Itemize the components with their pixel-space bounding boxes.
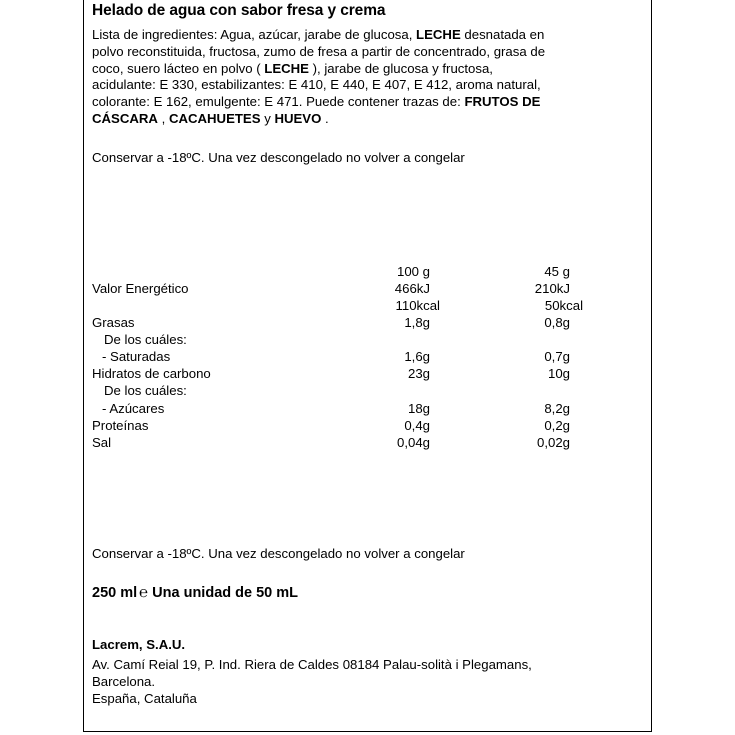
nutrient-label: Proteínas bbox=[92, 418, 149, 433]
nutrient-label: - Saturadas bbox=[102, 349, 171, 364]
nutrient-value-portion: 0,02g bbox=[536, 435, 570, 450]
nutrient-label: Sal bbox=[92, 435, 112, 450]
estimated-sign-icon: ℮ bbox=[139, 584, 149, 601]
net-volume: 250 ml bbox=[92, 585, 138, 601]
nutrient-value-100g: 1,8g bbox=[404, 315, 430, 330]
nutrient-value-100g: 18g bbox=[407, 401, 430, 416]
company-name: Lacrem, S.A.U. bbox=[92, 637, 186, 652]
nutrient-value-100g: 0,04g bbox=[396, 435, 430, 450]
ingredients-line-1: Lista de ingredientes: Agua, azúcar, jarabe de glucosa, LECHE desnatada en bbox=[92, 27, 545, 42]
energy-label: Valor Energético bbox=[92, 281, 189, 296]
nutrient-value-portion: 0,2g bbox=[544, 418, 570, 433]
address-line-2: Barcelona. bbox=[92, 674, 156, 689]
nutrient-value-100g: 0,4g bbox=[404, 418, 430, 433]
address-line-3: España, Cataluña bbox=[92, 691, 197, 706]
allergen-shell: CÁSCARA bbox=[92, 110, 158, 126]
ingredients-line-6: CÁSCARA , CACAHUETES y HUEVO . bbox=[92, 110, 329, 126]
col-header-100g: 100 g bbox=[396, 264, 430, 279]
storage-instructions-top: Conservar a -18ºC. Una vez descongelado no volver a congelar bbox=[92, 150, 465, 165]
nutrient-value-portion: 10g bbox=[547, 366, 570, 381]
unit-description: Una unidad de 50 mL bbox=[152, 585, 299, 601]
allergen-peanuts: CACAHUETES bbox=[168, 110, 261, 126]
col-header-portion: 45 g bbox=[544, 264, 570, 279]
energy-kcal-100g: 110kcal bbox=[395, 298, 440, 313]
ingredients-line-3: coco, suero lácteo en polvo ( LECHE ), jarabe de glucosa y fructosa, bbox=[92, 60, 493, 76]
energy-kj-portion: 210kJ bbox=[534, 281, 570, 296]
nutrient-label: Hidratos de carbono bbox=[92, 366, 211, 381]
address-line-1: Av. Camí Reial 19, P. Ind. Riera de Caldes 08184 Palau-solità i Plegamans, bbox=[92, 657, 532, 672]
ingredients-list bbox=[92, 27, 637, 128]
nutrient-value-portion: 0,7g bbox=[544, 349, 570, 364]
nutrient-label: Grasas bbox=[92, 315, 135, 330]
nutrient-sublabel: De los cuáles: bbox=[104, 383, 187, 398]
ingredients-line-4: acidulante: E 330, estabilizantes: E 410, E 440, E 407, E 412, aroma natural, bbox=[92, 77, 541, 93]
energy-kcal-portion: 50kcal bbox=[544, 298, 583, 313]
allergen-milk: LECHE bbox=[416, 27, 461, 42]
nutrient-label: - Azúcares bbox=[102, 401, 165, 416]
product-title: Helado de agua con sabor fresa y crema bbox=[92, 2, 386, 19]
ingredients-line-2: polvo reconstituida, fructosa, zumo de fresa a partir de concentrado, grasa de bbox=[92, 43, 546, 59]
nutrient-value-portion: 0,8g bbox=[544, 315, 570, 330]
ingredients-line-5: colorante: E 162, emulgente: E 471. Puede contener trazas de: FRUTOS DE bbox=[92, 94, 541, 110]
nutrient-value-100g: 23g bbox=[407, 366, 430, 381]
allergen-nuts: FRUTOS DE bbox=[464, 94, 541, 110]
storage-instructions-bottom: Conservar a -18ºC. Una vez descongelado no volver a congelar bbox=[92, 546, 465, 561]
allergen-milk: LECHE bbox=[264, 60, 309, 76]
company-address bbox=[92, 656, 532, 707]
nutrient-sublabel: De los cuáles: bbox=[104, 332, 187, 347]
nutrient-value-portion: 8,2g bbox=[544, 401, 570, 416]
energy-kj-100g: 466kJ bbox=[394, 281, 430, 296]
allergen-egg: HUEVO bbox=[274, 110, 322, 126]
package-size bbox=[92, 584, 298, 601]
nutrient-value-100g: 1,6g bbox=[404, 349, 430, 364]
